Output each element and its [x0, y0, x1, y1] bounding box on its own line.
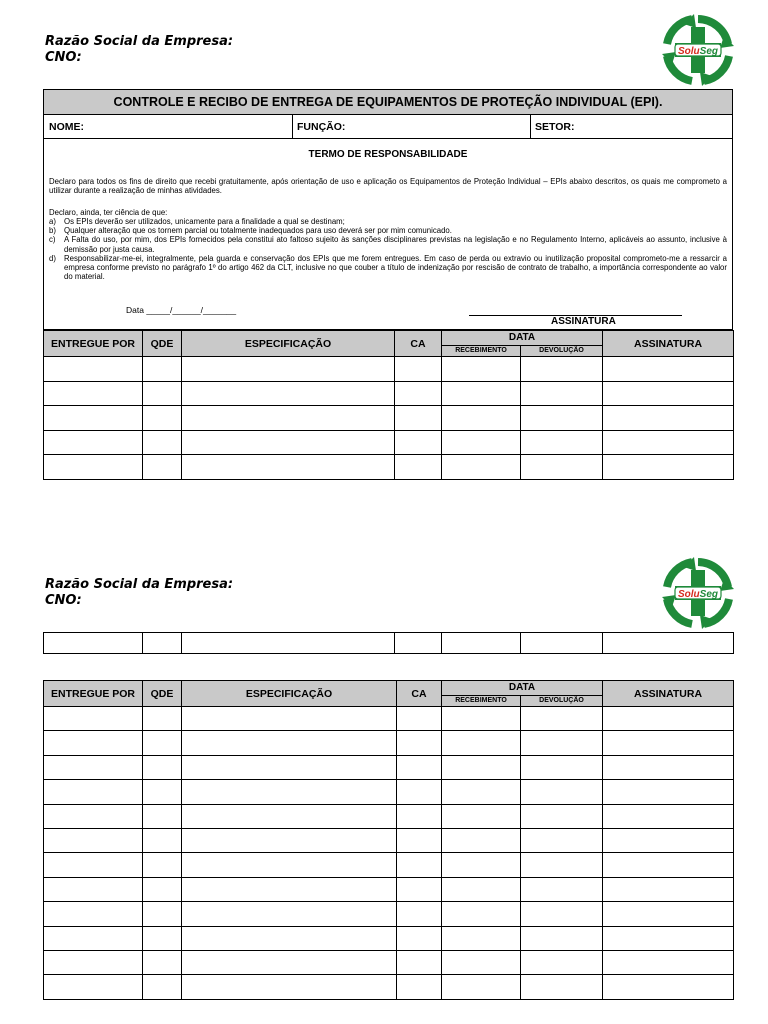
table-cell[interactable] — [442, 381, 521, 406]
table-row — [44, 755, 734, 779]
table-cell[interactable] — [395, 455, 442, 480]
company-header — [45, 34, 233, 66]
table-row — [44, 430, 734, 455]
table-cell[interactable] — [44, 780, 143, 804]
table-cell[interactable] — [603, 406, 734, 431]
col-recebimento: RECEBIMENTO — [442, 696, 521, 707]
table-cell[interactable] — [395, 430, 442, 455]
table-row — [44, 877, 734, 901]
table-cell[interactable] — [44, 755, 143, 779]
table-cell[interactable] — [44, 853, 143, 877]
table-cell[interactable] — [521, 731, 603, 755]
table-cell[interactable] — [521, 902, 603, 926]
table-cell[interactable] — [143, 950, 182, 974]
soluseg-logo — [662, 557, 734, 629]
terms-list — [49, 217, 727, 281]
table-cell[interactable] — [521, 755, 603, 779]
table-cell[interactable] — [603, 357, 734, 382]
table-cell[interactable] — [397, 926, 442, 950]
table-cell[interactable] — [397, 828, 442, 852]
table-cell[interactable] — [442, 877, 521, 901]
table-cell[interactable] — [442, 828, 521, 852]
table-cell[interactable] — [521, 950, 603, 974]
terms-item: a) Os EPIs deverão ser utilizados, unicamente para a finalidade a qual se destinam; — [49, 217, 345, 226]
funcao-label: FUNÇÃO: — [297, 120, 346, 133]
table-cell[interactable] — [521, 357, 603, 382]
col-entregue-por: ENTREGUE POR — [44, 681, 143, 707]
table-cell[interactable] — [44, 381, 143, 406]
epi-table — [43, 330, 734, 480]
table-cell[interactable] — [182, 780, 397, 804]
table-cell[interactable] — [143, 975, 182, 999]
table-cell[interactable] — [182, 430, 395, 455]
table-cell[interactable] — [44, 731, 143, 755]
logo-text-left: Solu — [677, 46, 700, 57]
table-cell[interactable] — [182, 455, 395, 480]
table-cell[interactable] — [521, 780, 603, 804]
table-cell[interactable] — [603, 707, 734, 731]
table-cell[interactable] — [521, 707, 603, 731]
table-cell[interactable] — [44, 926, 143, 950]
epi-table-page2 — [43, 680, 734, 1000]
table-cell[interactable] — [182, 950, 397, 974]
table-cell[interactable] — [143, 430, 182, 455]
logo-text-right: Seg — [699, 589, 719, 600]
table-row — [44, 902, 734, 926]
table-cell[interactable] — [397, 877, 442, 901]
table-row — [44, 828, 734, 852]
terms-title: TERMO DE RESPONSABILIDADE — [308, 149, 468, 160]
table-row — [44, 926, 734, 950]
table-cell[interactable] — [395, 406, 442, 431]
col-qde: QDE — [143, 681, 182, 707]
funcao-field[interactable] — [292, 115, 530, 138]
table-cell[interactable] — [143, 731, 182, 755]
table-cell[interactable] — [44, 633, 143, 654]
table-cell[interactable] — [182, 381, 395, 406]
table-cell[interactable] — [143, 780, 182, 804]
table-cell[interactable] — [603, 381, 734, 406]
table-cell[interactable] — [603, 430, 734, 455]
table-row — [44, 950, 734, 974]
table-cell[interactable] — [182, 357, 395, 382]
table-cell[interactable] — [521, 926, 603, 950]
company-name-label: Razão Social da Empresa: — [45, 34, 234, 49]
table-cell[interactable] — [442, 633, 521, 654]
table-cell[interactable] — [397, 755, 442, 779]
col-data: DATA — [442, 681, 603, 696]
table-cell[interactable] — [442, 455, 521, 480]
epi-form — [43, 89, 733, 330]
col-qde: QDE — [143, 331, 182, 357]
table-cell[interactable] — [521, 430, 603, 455]
table-cell[interactable] — [182, 731, 397, 755]
table-cell[interactable] — [603, 975, 734, 999]
table-cell[interactable] — [603, 633, 734, 654]
table-cell[interactable] — [521, 975, 603, 999]
table-cell[interactable] — [44, 902, 143, 926]
table-cell[interactable] — [442, 755, 521, 779]
table-cell[interactable] — [44, 406, 143, 431]
table-cell[interactable] — [182, 755, 397, 779]
table-cell[interactable] — [182, 828, 397, 852]
table-cell[interactable] — [182, 804, 397, 828]
date-field[interactable]: Data _____/______/_______ — [126, 305, 237, 315]
svg-text:SoluSeg — [678, 589, 718, 600]
col-devolucao: DEVOLUÇÃO — [521, 346, 603, 357]
col-especificacao: ESPECIFICAÇÃO — [182, 681, 397, 707]
table-cell[interactable] — [143, 707, 182, 731]
form-title: CONTROLE E RECIBO DE ENTREGA DE EQUIPAMENTOS DE PROTEÇÃO INDIVIDUAL (EPI). — [44, 90, 732, 115]
terms-lead: Declaro, ainda, ter ciência de que: — [49, 208, 168, 217]
table-cell[interactable] — [603, 780, 734, 804]
table-row — [44, 381, 734, 406]
table-cell[interactable] — [182, 406, 395, 431]
table-cell[interactable] — [44, 975, 143, 999]
table-cell[interactable] — [521, 877, 603, 901]
table-cell[interactable] — [44, 877, 143, 901]
table-cell[interactable] — [182, 877, 397, 901]
table-cell[interactable] — [521, 455, 603, 480]
company-header-page2 — [45, 577, 233, 609]
table-cell[interactable] — [442, 780, 521, 804]
employee-info-row — [44, 115, 732, 139]
svg-text:SoluSeg — [678, 46, 718, 57]
table-row — [44, 804, 734, 828]
table-cell[interactable] — [521, 633, 603, 654]
col-ca: CA — [395, 331, 442, 357]
table-cell[interactable] — [44, 430, 143, 455]
company-name-label: Razão Social da Empresa: — [45, 577, 234, 592]
table-cell[interactable] — [143, 804, 182, 828]
table-cell[interactable] — [603, 877, 734, 901]
table-cell[interactable] — [397, 975, 442, 999]
table-cell[interactable] — [521, 853, 603, 877]
nome-field[interactable] — [44, 115, 292, 138]
table-row — [44, 780, 734, 804]
table-cell[interactable] — [442, 731, 521, 755]
table-cell[interactable] — [603, 853, 734, 877]
table-cell[interactable] — [442, 406, 521, 431]
table-cell[interactable] — [442, 902, 521, 926]
table-cell[interactable] — [44, 707, 143, 731]
setor-label: SETOR: — [535, 120, 575, 133]
table-cell[interactable] — [397, 853, 442, 877]
logo-text-right: Seg — [699, 46, 719, 57]
table-cell[interactable] — [603, 926, 734, 950]
table-cell[interactable] — [143, 455, 182, 480]
table-cell[interactable] — [397, 804, 442, 828]
table-cell[interactable] — [44, 804, 143, 828]
table-cell[interactable] — [442, 950, 521, 974]
table-cell[interactable] — [44, 950, 143, 974]
table-cell[interactable] — [143, 406, 182, 431]
table-cell[interactable] — [603, 755, 734, 779]
table-row — [44, 357, 734, 382]
table-cell[interactable] — [182, 975, 397, 999]
terms-item: c) A Falta do uso, por mim, dos EPIs fornecidos pela constitui ato faltoso sujeito às sanções disciplinares previstas na legislação e no Regulamento Interno, aplicáveis ao assunto, inclusive à demissão por justa causa. — [49, 235, 727, 254]
table-cell[interactable] — [397, 902, 442, 926]
col-assinatura: ASSINATURA — [603, 681, 734, 707]
table-cell[interactable] — [182, 633, 395, 654]
setor-field[interactable] — [530, 115, 732, 138]
table-cell[interactable] — [397, 707, 442, 731]
table-cell[interactable] — [442, 975, 521, 999]
table-cell[interactable] — [143, 381, 182, 406]
col-devolucao: DEVOLUÇÃO — [521, 696, 603, 707]
table-cell[interactable] — [182, 902, 397, 926]
table-cell[interactable] — [603, 804, 734, 828]
table-cell[interactable] — [44, 828, 143, 852]
table-cell[interactable] — [442, 707, 521, 731]
table-cell[interactable] — [143, 633, 182, 654]
table-row — [44, 455, 734, 480]
col-ca: CA — [397, 681, 442, 707]
table-cell[interactable] — [603, 455, 734, 480]
table-cell[interactable] — [182, 707, 397, 731]
table-cell[interactable] — [395, 633, 442, 654]
table-cell[interactable] — [182, 926, 397, 950]
table-cell[interactable] — [603, 902, 734, 926]
table-cell[interactable] — [442, 430, 521, 455]
col-assinatura: ASSINATURA — [603, 331, 734, 357]
table-cell[interactable] — [143, 902, 182, 926]
table-row — [44, 975, 734, 999]
table-cell[interactable] — [442, 853, 521, 877]
table-cell[interactable] — [143, 755, 182, 779]
terms-item: b) Qualquer alteração que os tornem parcial ou totalmente inadequados para uso deverá ser por mim comunicado. — [49, 226, 452, 236]
table-cell[interactable] — [44, 455, 143, 480]
signature-label: ASSINATURA — [551, 316, 616, 327]
continuation-row — [43, 632, 734, 654]
col-data: DATA — [442, 331, 603, 346]
table-row — [44, 707, 734, 731]
table-row — [44, 853, 734, 877]
table-cell[interactable] — [143, 853, 182, 877]
table-cell[interactable] — [521, 804, 603, 828]
table-cell[interactable] — [521, 828, 603, 852]
cno-label: CNO: — [45, 593, 82, 608]
terms-item: d) Responsabilizar-me-ei, integralmente, pela guarda e conservação dos EPIs que me forem entregues. Em caso de perda ou extravio ou inutilização proposital comprometo-me a ressarcir a empresa conforme previsto no parágrafo 1º do artigo 462 da CLT, inclusive no que couber a título de indenização por rescisão de contrato de trabalho, a importância correspondente ao valor do material. — [49, 253, 727, 282]
table-cell[interactable] — [182, 853, 397, 877]
nome-label: NOME: — [49, 120, 84, 133]
table-cell[interactable] — [44, 357, 143, 382]
col-especificacao: ESPECIFICAÇÃO — [182, 331, 395, 357]
table-cell[interactable] — [442, 804, 521, 828]
logo-text-left: Solu — [677, 589, 700, 600]
table-cell[interactable] — [397, 780, 442, 804]
cno-label: CNO: — [45, 50, 82, 65]
terms-section — [44, 139, 732, 331]
table-cell[interactable] — [143, 357, 182, 382]
col-entregue-por: ENTREGUE POR — [44, 331, 143, 357]
col-recebimento: RECEBIMENTO — [442, 346, 521, 357]
table-cell[interactable] — [395, 357, 442, 382]
table-cell[interactable] — [397, 731, 442, 755]
table-cell[interactable] — [521, 381, 603, 406]
table-cell[interactable] — [603, 828, 734, 852]
table-cell[interactable] — [603, 950, 734, 974]
table-row — [44, 731, 734, 755]
table-cell[interactable] — [143, 828, 182, 852]
table-row — [44, 406, 734, 431]
table-cell[interactable] — [395, 381, 442, 406]
table-cell[interactable] — [143, 926, 182, 950]
table-cell[interactable] — [521, 406, 603, 431]
soluseg-logo — [662, 14, 734, 86]
terms-intro: Declaro para todos os fins de direito que recebi gratuitamente, após orientação de uso e aplicação os Equipamentos de Proteção Individual – EPIs abaixo descritos, os quais me comprometo a utilizar durante a realização de minhas atividades. — [49, 177, 727, 196]
table-cell[interactable] — [442, 357, 521, 382]
table-cell[interactable] — [442, 926, 521, 950]
table-cell[interactable] — [603, 731, 734, 755]
table-cell[interactable] — [397, 950, 442, 974]
table-cell[interactable] — [143, 877, 182, 901]
